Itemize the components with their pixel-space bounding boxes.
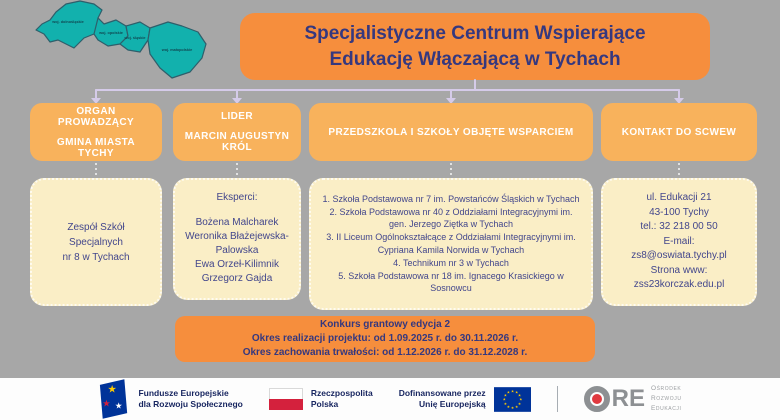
poland-logo-group bbox=[269, 388, 373, 410]
svg-text:★: ★ bbox=[503, 393, 507, 398]
text-line: PRZEDSZKOLA I SZKOŁY OBJĘTE WSPARCIEM bbox=[328, 126, 574, 138]
column-header-lider bbox=[173, 103, 301, 161]
svg-text:★: ★ bbox=[510, 389, 514, 394]
eu-funds-label-line2: dla Rozwoju Społecznego bbox=[138, 399, 243, 409]
eu-flag-icon bbox=[494, 387, 531, 412]
ore-label-line1: Ośrodek bbox=[650, 384, 682, 392]
svg-text:★: ★ bbox=[503, 401, 507, 406]
grant-info-banner bbox=[175, 316, 595, 362]
column-body-szkoly-list bbox=[309, 178, 593, 310]
column-body-kontakt bbox=[601, 178, 757, 306]
title-box bbox=[240, 13, 710, 80]
svg-text:★: ★ bbox=[107, 384, 118, 396]
ore-o-icon bbox=[584, 386, 610, 412]
text-line: E-mail: bbox=[663, 235, 695, 247]
text-line: 3. II Liceum Ogólnokształcące z Oddziałami Integracyjnymi im. Cypriana Kamila Norwida w Tychach bbox=[326, 232, 576, 255]
svg-text:★: ★ bbox=[514, 404, 518, 409]
text-line: 4. Technikum nr 3 w Tychach bbox=[393, 257, 509, 268]
svg-text:★: ★ bbox=[518, 397, 523, 402]
text-line: MARCIN AUGUSTYN KRÓL bbox=[184, 131, 290, 153]
text-line: zss23korczak.edu.pl bbox=[633, 279, 725, 291]
page-title-line2: Edukację Włączającą w Tychach bbox=[329, 48, 621, 70]
eu-funds-flag-icon bbox=[98, 378, 130, 420]
ore-acronym: RE bbox=[611, 385, 645, 412]
text-line: zs8@oswiata.tychy.pl bbox=[631, 250, 727, 262]
text-line: 43-100 Tychy bbox=[649, 206, 709, 218]
column-body-organ-prowadzacy bbox=[30, 178, 162, 306]
text-line: ORGAN PROWADZĄCY bbox=[57, 105, 135, 128]
svg-text:★: ★ bbox=[102, 397, 112, 409]
text-line: Okres realizacji projektu: od 1.09.2025 r. do 30.11.2026 r. bbox=[251, 333, 519, 344]
text-line: KONTAKT DO SCWEW bbox=[621, 126, 737, 138]
column-header-przedszkola-szkoly bbox=[309, 103, 593, 161]
footer-logo-bar bbox=[0, 378, 780, 420]
text-line: GMINA MIASTA TYCHY bbox=[56, 136, 136, 159]
text-line: tel.: 32 218 00 50 bbox=[640, 221, 718, 233]
svg-text:★: ★ bbox=[517, 401, 521, 406]
text-line: 2. Szkoła Podstawowa nr 40 z Oddziałami Integracyjnymi im. gen. Jerzego Ziętka w Tychach bbox=[329, 206, 573, 230]
poland-label-line2: Polska bbox=[310, 399, 339, 409]
page-title-line1: Specjalistyczne Centrum Wspierające bbox=[304, 23, 646, 45]
svg-text:★: ★ bbox=[506, 390, 510, 395]
text-line: LIDER bbox=[221, 111, 253, 122]
column-body-eksperci bbox=[173, 178, 301, 300]
text-line: ul. Edukacji 21 bbox=[646, 192, 712, 204]
footer-divider bbox=[557, 386, 558, 412]
svg-text:★: ★ bbox=[506, 404, 510, 409]
text-line: Grzegorz Gajda bbox=[201, 273, 273, 285]
region-label: woj. dolnośląskie bbox=[52, 20, 84, 24]
eu-cofunded-label-line2: Unię Europejską bbox=[419, 399, 486, 409]
text-line: Strona www: bbox=[650, 264, 708, 276]
svg-text:★: ★ bbox=[115, 400, 123, 411]
text-line: 1. Szkoła Podstawowa nr 7 im. Powstańców Śląskich w Tychach bbox=[322, 193, 580, 204]
text-line: 5. Szkoła Podstawowa nr 18 im. Ignacego Krasickiego w Sosnowcu bbox=[338, 270, 564, 294]
svg-text:★: ★ bbox=[510, 405, 514, 410]
region-label: woj. opolskie bbox=[99, 31, 123, 35]
ore-label-line3: Edukacji bbox=[650, 405, 682, 413]
column-header-organ-prowadzacy bbox=[30, 103, 162, 161]
region-label: woj. małopolskie bbox=[161, 48, 193, 52]
region-label: woj. śląskie bbox=[124, 36, 146, 40]
text-line: Eksperci: bbox=[216, 192, 258, 204]
ore-label-line2: Rozwoju bbox=[650, 394, 682, 402]
poland-flag-icon bbox=[269, 388, 303, 410]
svg-text:★: ★ bbox=[514, 390, 518, 395]
poland-regions-map-icon bbox=[22, 0, 218, 90]
text-line: Zespół Szkół Specjalnych bbox=[67, 221, 125, 248]
eu-funds-logo-group bbox=[98, 378, 242, 420]
eu-cofunded-label-line1: Dofinansowane przez bbox=[398, 387, 486, 398]
ore-logo bbox=[584, 384, 682, 414]
region-dolnoslaskie bbox=[36, 1, 104, 48]
eu-cofunded-logo-group bbox=[399, 387, 531, 412]
poland-label-line1: Rzeczpospolita bbox=[310, 387, 373, 398]
text-line: Ewa Orzeł-Kilimnik bbox=[195, 259, 279, 271]
svg-text:★: ★ bbox=[502, 397, 506, 402]
text-line: Bożena Malcharek bbox=[195, 216, 279, 228]
text-line: nr 8 w Tychach bbox=[62, 251, 130, 263]
svg-text:★: ★ bbox=[517, 393, 521, 398]
text-line: Konkurs grantowy edycja 2 bbox=[319, 319, 451, 330]
column-header-kontakt bbox=[601, 103, 757, 161]
text-line: Weronika Błażejewska-Palowska bbox=[185, 230, 289, 256]
text-line: Okres zachowania trwałości: od 1.12.2026 r. do 31.12.2028 r. bbox=[242, 347, 528, 358]
eu-funds-label-line1: Fundusze Europejskie bbox=[138, 387, 229, 398]
